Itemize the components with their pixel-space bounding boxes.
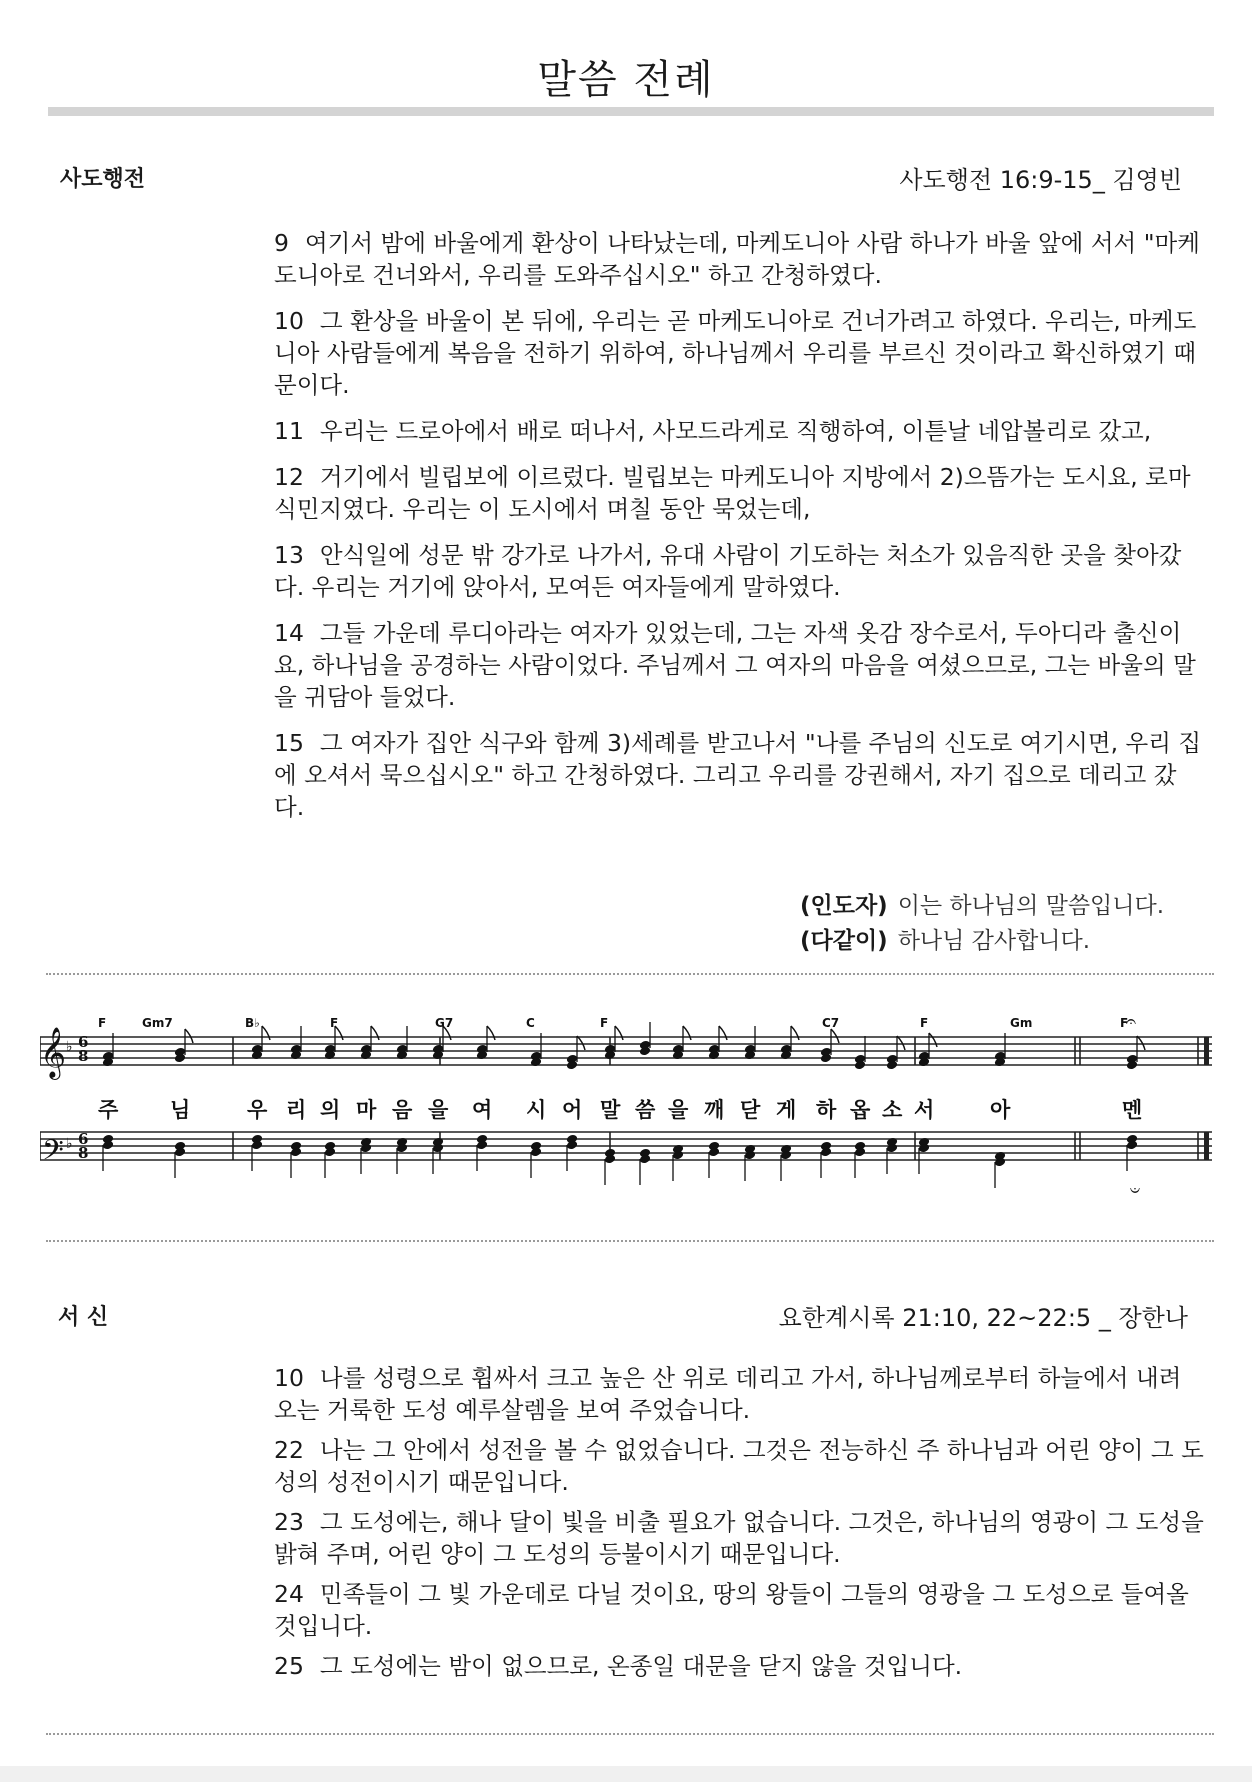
response-role: (인도자)	[800, 893, 888, 919]
page-title: 말씀 전례	[537, 57, 715, 103]
fermata-icon: 𝄐	[1126, 1015, 1137, 1032]
verse-number: 24	[274, 1580, 304, 1608]
verse	[274, 1506, 1204, 1570]
verse	[274, 1650, 1204, 1682]
divider	[46, 1733, 1214, 1735]
response-all	[800, 922, 1090, 955]
reading1-name: 사도행전	[60, 167, 146, 192]
verse-number: 9	[274, 229, 289, 257]
svg-text:8: 8	[78, 1144, 89, 1162]
verse-number: 25	[274, 1652, 304, 1680]
lyric-syllable: 하	[816, 1098, 837, 1122]
response-text: 하나님 감사합니다.	[897, 928, 1091, 954]
lyric-syllable: 멘	[1122, 1098, 1143, 1122]
lyric-syllable: 소	[882, 1098, 903, 1122]
page-footer-band	[0, 1766, 1252, 1782]
lyric-syllable: 아	[990, 1098, 1011, 1122]
verse-text: 그 도성에는, 해나 달이 빛을 비출 필요가 없습니다. 그것은, 하나님의 영광이 그 도성을 밝혀 주며, 어린 양이 그 도성의 등불이시기 때문입니다.	[274, 1508, 1204, 1568]
response-leader	[800, 887, 1164, 920]
time-signature	[78, 1033, 88, 1162]
verse-text: 나는 그 안에서 성전을 볼 수 없었습니다. 그것은 전능하신 주 하나님과 어린 양이 그 도성의 성전이시기 때문입니다.	[274, 1436, 1204, 1496]
verse-text: 안식일에 성문 밖 강가로 나가서, 유대 사람이 기도하는 처소가 있음직한 곳을 찾아갔다. 우리는 거기에 앉아서, 모여든 여자들에게 말하였다.	[274, 541, 1182, 601]
verse	[274, 617, 1204, 713]
verse	[274, 1362, 1204, 1426]
reading2-reference: 요한계시록 21:10, 22~22:5 _ 장한나	[778, 1304, 1188, 1332]
verse-number: 12	[274, 463, 304, 491]
verse-text: 그 도성에는 밤이 없으므로, 온종일 대문을 닫지 않을 것입니다.	[319, 1652, 963, 1680]
verse	[274, 727, 1204, 823]
note-flag	[929, 1033, 937, 1047]
reading2-name: 서 신	[58, 1305, 109, 1330]
verse	[274, 305, 1204, 401]
staff-lines	[40, 1037, 1212, 1160]
chord-symbol: F	[600, 1016, 609, 1030]
treble-clef-icon: 𝄞	[40, 1027, 67, 1078]
verse-text: 그들 가운데 루디아라는 여자가 있었는데, 그는 자색 옷감 장수로서, 두아디라 출신이요, 하나님을 공경하는 사람이었다. 주님께서 그 여자의 마음을 여셨으므로, 그는 바울의 말을 귀담아 들었다.	[274, 619, 1196, 711]
note-flag	[683, 1026, 691, 1040]
lyric-syllable: 옵	[850, 1098, 871, 1122]
verse	[274, 461, 1204, 525]
verse	[274, 539, 1204, 603]
chord-symbol: G7	[435, 1016, 454, 1030]
fermata-icon: 𝄐	[1129, 1180, 1140, 1201]
lyric-syllable: 을	[428, 1098, 449, 1122]
chord-symbol: F	[330, 1016, 339, 1030]
verse-number: 13	[274, 541, 304, 569]
response-role: (다같이)	[800, 928, 888, 954]
verse-number: 22	[274, 1436, 304, 1464]
lyric-syllable: 리	[286, 1098, 307, 1122]
lyric-syllable: 깨	[704, 1098, 725, 1122]
verse-text: 나를 성령으로 휩싸서 크고 높은 산 위로 데리고 가서, 하나님께로부터 하늘에서 내려오는 거룩한 도성 예루살렘을 보여 주었습니다.	[274, 1364, 1182, 1424]
lyric-syllable: 시	[526, 1098, 547, 1122]
chord-symbol: Gm7	[142, 1016, 173, 1030]
reading1-verses	[274, 227, 1204, 837]
lyric-syllable: 주	[98, 1098, 119, 1122]
bass-clef-icon: 𝄢	[42, 1134, 64, 1174]
verse-number: 10	[274, 1364, 304, 1392]
final-barline	[1204, 1132, 1209, 1160]
flat-key-icon: ♭	[66, 1136, 73, 1152]
verse-text: 그 여자가 집안 식구와 함께 3)세례를 받고나서 "나를 주님의 신도로 여기시면, 우리 집에 오셔서 묵으십시오" 하고 간청하였다. 그리고 우리를 강권해서, 자기 집으로 데리고 갔다.	[274, 729, 1202, 821]
verse-number: 10	[274, 307, 304, 335]
title-divider	[48, 107, 1214, 116]
verse-number: 15	[274, 729, 304, 757]
verse-number: 23	[274, 1508, 304, 1536]
lyric-syllable: 게	[776, 1098, 797, 1122]
reading2-verses	[274, 1362, 1204, 1690]
reading1-reference: 사도행전 16:9-15_ 김영빈	[899, 166, 1182, 194]
chord-symbol: F	[920, 1016, 929, 1030]
lyric-syllable: 을	[668, 1098, 689, 1122]
divider	[46, 1240, 1214, 1242]
lyric-syllable: 우	[247, 1098, 268, 1122]
verse-text: 우리는 드로아에서 배로 떠나서, 사모드라게로 직행하여, 이튿날 네압볼리로 갔고,	[319, 417, 1152, 445]
chord-symbol: F	[1120, 1016, 1129, 1030]
verse	[274, 415, 1204, 447]
lyric-syllable: 말	[600, 1098, 621, 1122]
note-flag	[791, 1026, 799, 1040]
divider	[46, 973, 1214, 975]
sheet-music	[40, 1015, 1212, 1205]
verse-number: 14	[274, 619, 304, 647]
lyric-syllable: 음	[392, 1098, 413, 1122]
verse-text: 여기서 밤에 바울에게 환상이 나타났는데, 마케도니아 사람 하나가 바울 앞에 서서 "마케도니아로 건너와서, 우리를 도와주십시오" 하고 간청하였다.	[274, 229, 1200, 289]
flat-key-icon: ♭	[66, 1039, 73, 1055]
svg-text:6: 6	[78, 1130, 89, 1148]
response-text: 이는 하나님의 말씀입니다.	[897, 893, 1165, 919]
lyric-syllable: 마	[356, 1098, 377, 1122]
chord-symbol: C	[526, 1016, 535, 1030]
chord-symbol: Gm	[1010, 1016, 1033, 1030]
note-flag	[831, 1029, 839, 1043]
final-barline	[1204, 1037, 1209, 1065]
note-flag	[719, 1026, 727, 1040]
note-flag	[487, 1026, 495, 1040]
lyric-syllable: 서	[914, 1098, 935, 1122]
lyric-syllable: 의	[320, 1098, 341, 1122]
note-flag	[185, 1029, 193, 1043]
svg-text:8: 8	[78, 1047, 89, 1065]
note-flag	[897, 1036, 905, 1050]
lyric-syllable: 어	[562, 1098, 583, 1122]
chord-symbol: C7	[822, 1016, 840, 1030]
note-flag	[615, 1026, 623, 1040]
chord-symbol: F	[98, 1016, 107, 1030]
barlines	[40, 1037, 1209, 1160]
verse-number: 11	[274, 417, 304, 445]
verse-text: 거기에서 빌립보에 이르렀다. 빌립보는 마케도니아 지방에서 2)으뜸가는 도시요, 로마 식민지였다. 우리는 이 도시에서 며칠 동안 묵었는데,	[274, 463, 1191, 523]
note-flag	[371, 1026, 379, 1040]
verse	[274, 1578, 1204, 1642]
verse	[274, 227, 1204, 291]
lyric-syllable: 여	[472, 1098, 493, 1122]
svg-text:6: 6	[78, 1033, 89, 1051]
chord-symbol: B♭	[245, 1016, 260, 1030]
lyric-syllable: 님	[170, 1098, 191, 1122]
verse	[274, 1434, 1204, 1498]
lyric-syllable: 씀	[635, 1098, 656, 1122]
note-flag	[262, 1026, 270, 1040]
note-flag	[1137, 1036, 1145, 1050]
lyric-syllable: 닫	[740, 1098, 761, 1122]
verse-text: 민족들이 그 빛 가운데로 다닐 것이요, 땅의 왕들이 그들의 영광을 그 도성으로 들여올 것입니다.	[274, 1580, 1189, 1640]
verse-text: 그 환상을 바울이 본 뒤에, 우리는 곧 마케도니아로 건너가려고 하였다. 우리는, 마케도니아 사람들에게 복음을 전하기 위하여, 하나님께서 우리를 부르신 것이라고 확신하였기 때문이다.	[274, 307, 1197, 399]
note-flag	[577, 1036, 585, 1050]
